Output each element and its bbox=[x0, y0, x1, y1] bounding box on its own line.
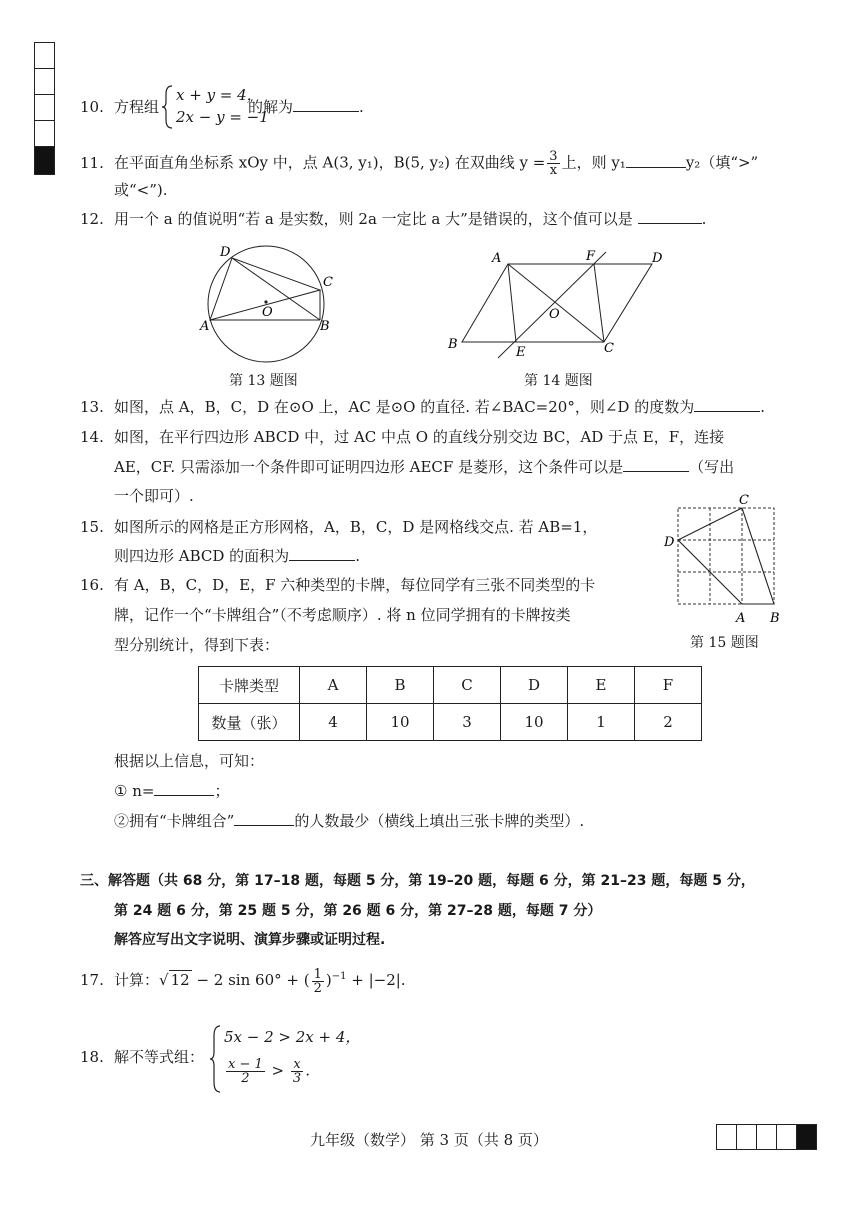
q10-equation-1: x + y = 4， bbox=[176, 86, 262, 104]
card-table bbox=[198, 666, 702, 741]
table-cell: 数量（张） bbox=[199, 704, 300, 741]
table-cell: 4 bbox=[300, 704, 367, 741]
q16-line2: 牌，记作一个“卡牌组合”（不考虑顺序）. 将 n 位同学拥有的卡牌按类 bbox=[114, 606, 571, 624]
page-footer: 九年级（数学） 第 3 页（共 8 页） bbox=[310, 1131, 548, 1149]
q10-tail: 的解为 . bbox=[248, 98, 364, 116]
q18: 18. 解不等式组： bbox=[80, 1048, 205, 1066]
q11-line1: 11. 在平面直角坐标系 xOy 中，点 A(3, y₁)，B(5, y₂) 在双曲线 y = $\frac{3}{x}$ 上，则 y₁ y₂（填“>” bbox=[80, 149, 759, 178]
fig14-label-b: B bbox=[448, 337, 458, 352]
table-cell: 卡牌类型 bbox=[199, 667, 300, 704]
footer-box-filled bbox=[796, 1124, 817, 1150]
fig15-label-c: C bbox=[739, 493, 749, 508]
fig14-caption: 第 14 题图 bbox=[524, 373, 593, 389]
footer-box bbox=[776, 1124, 797, 1150]
footer-box bbox=[756, 1124, 777, 1150]
fig14-label-f: F bbox=[586, 249, 596, 264]
table-cell: 1 bbox=[568, 704, 635, 741]
q10-equation-2: 2x − y = −1 bbox=[176, 108, 269, 126]
q18-inequality-1: 5x − 2 > 2x + 4， bbox=[224, 1028, 361, 1046]
table-cell: 10 bbox=[501, 704, 568, 741]
footer-box bbox=[736, 1124, 757, 1150]
margin-box bbox=[34, 68, 55, 95]
q14-line2: AE，CF. 只需添加一个条件即可证明四边形 AECF 是菱形，这个条件可以是 （写出 bbox=[114, 458, 735, 476]
q15-line2: 则四边形 ABCD 的面积为 . bbox=[114, 547, 360, 565]
fig14-label-d: D bbox=[652, 251, 663, 266]
fig14-label-o: O bbox=[549, 307, 560, 322]
fig15-label-d: D bbox=[664, 535, 675, 550]
q14-line1: 14. 如图，在平行四边形 ABCD 中，过 AC 中点 O 的直线分别交边 BC，AD 于点 E，F，连接 bbox=[80, 428, 725, 446]
table-cell: F bbox=[635, 667, 702, 704]
table-cell: A bbox=[300, 667, 367, 704]
q10-number: 10. 方程组 bbox=[80, 98, 160, 116]
margin-box bbox=[34, 94, 55, 121]
table-row bbox=[199, 704, 702, 741]
table-row bbox=[199, 667, 702, 704]
q12: 12. 用一个 a 的值说明“若 a 是实数，则 2a 一定比 a 大”是错误的，这个值可以是 . bbox=[80, 210, 707, 228]
fig13-label-d: D bbox=[220, 245, 231, 260]
q15-line1: 15. 如图所示的网格是正方形网格，A，B，C，D 是网格线交点. 若 AB=1， bbox=[80, 518, 598, 536]
fig15-label-a: A bbox=[736, 611, 746, 626]
figure-13 bbox=[196, 240, 346, 370]
fig13-label-o: O bbox=[262, 305, 273, 320]
figure-14 bbox=[446, 246, 676, 364]
fig13-caption: 第 13 题图 bbox=[229, 373, 298, 389]
fig15-label-b: B bbox=[770, 611, 780, 626]
q10-brace bbox=[160, 84, 174, 130]
fig13-label-b: B bbox=[320, 319, 330, 334]
q11-line2: 或“<”). bbox=[114, 181, 168, 199]
table-cell: E bbox=[568, 667, 635, 704]
table-cell: 10 bbox=[367, 704, 434, 741]
table-cell: B bbox=[367, 667, 434, 704]
q16-line1: 16. 有 A，B，C，D，E，F 六种类型的卡牌，每位同学有三张不同类型的卡 bbox=[80, 576, 596, 594]
figure-15 bbox=[660, 490, 790, 630]
fig13-label-a: A bbox=[200, 319, 210, 334]
table-cell: C bbox=[434, 667, 501, 704]
footer-box bbox=[716, 1124, 737, 1150]
section3-instruction: 解答应写出文字说明、演算步骤或证明过程. bbox=[114, 932, 386, 948]
section3-heading: 三、解答题（共 68 分，第 17–18 题，每题 5 分，第 19–20 题，每题 6 分，第 21–23 题，每题 5 分， bbox=[80, 873, 755, 889]
table-cell: 3 bbox=[434, 704, 501, 741]
margin-box-filled bbox=[34, 146, 55, 175]
q18-brace bbox=[208, 1024, 222, 1094]
q16-part1: ① n= ； bbox=[114, 782, 230, 800]
q16-info: 根据以上信息，可知： bbox=[114, 752, 265, 770]
fig14-label-c: C bbox=[604, 341, 614, 356]
q16-part2: ②拥有“卡牌组合” 的人数最少（横线上填出三张卡牌的类型）. bbox=[114, 812, 585, 830]
margin-box bbox=[34, 42, 55, 69]
table-cell: D bbox=[501, 667, 568, 704]
section3-heading-2: 第 24 题 6 分，第 25 题 5 分，第 26 题 6 分，第 27–28 题，每题 7 分） bbox=[114, 903, 602, 919]
q14-line3: 一个即可）. bbox=[114, 487, 194, 505]
fig13-label-c: C bbox=[323, 275, 333, 290]
fig15-caption: 第 15 题图 bbox=[690, 635, 759, 651]
q16-line3: 型分别统计，得到下表： bbox=[114, 636, 280, 654]
table-cell: 2 bbox=[635, 704, 702, 741]
margin-box bbox=[34, 120, 55, 147]
fig14-label-e: E bbox=[516, 345, 526, 360]
q18-inequality-2: $\frac{x - 1}{2}$ > $\frac{x}{3}$ . bbox=[228, 1057, 310, 1086]
q17: 17. 计算：√ 12 − 2 sin 60° + ( $\frac{1}{2}$ )$^{-1}$ + |−2|. bbox=[80, 966, 406, 996]
q13: 13. 如图，点 A，B，C，D 在⊙O 上，AC 是⊙O 的直径. 若∠BAC=20°，则∠D 的度数为 . bbox=[80, 398, 765, 416]
fig14-label-a: A bbox=[492, 251, 502, 266]
